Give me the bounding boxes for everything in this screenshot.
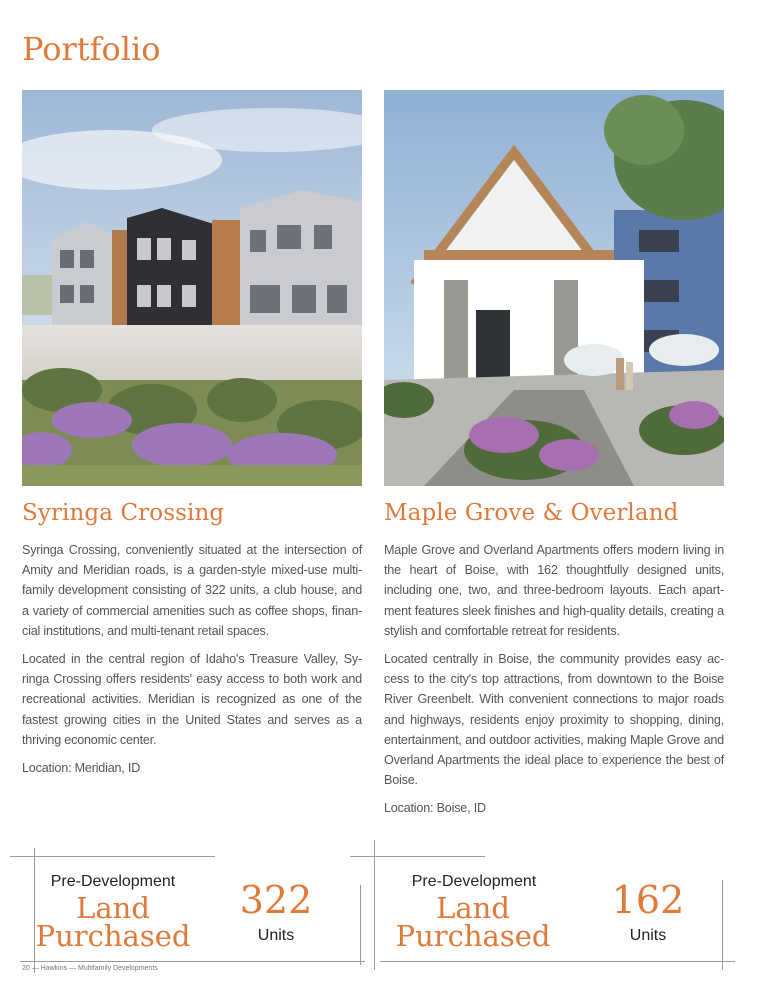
project-location: Location: Meridian, ID — [22, 761, 141, 776]
headline-line1: Land — [76, 891, 150, 925]
maple-grove-overland-section — [384, 500, 724, 827]
rule-line — [350, 856, 485, 857]
rule-line — [10, 856, 215, 857]
project-title: Maple Grove & Overland — [384, 500, 679, 526]
syringa-crossing-section — [22, 500, 362, 786]
status-label: Pre-Development — [411, 873, 537, 890]
units-label: Units — [257, 927, 295, 944]
rule-line — [20, 961, 365, 962]
page-footer: 20 — Hawkins — Multifamily Developments — [22, 965, 158, 972]
units-count: 322 — [239, 878, 313, 922]
syringa-crossing-rendering — [22, 90, 362, 486]
project-location: Location: Boise, ID — [384, 801, 486, 816]
headline-line2: Purchased — [395, 919, 551, 953]
status-label: Pre-Development — [50, 873, 176, 890]
rule-line — [360, 885, 361, 965]
rule-line — [380, 961, 735, 962]
rule-line — [374, 840, 375, 970]
units-count: 162 — [611, 878, 685, 922]
project-description: Syringa Crossing, conveniently situated at the intersection of Amity and Meridian roads, is a garden-style mixed-use multi-family development consisting of 322 units, a club house, and a variety of commercial amenities such as coffee shops, finan-cial institutions, and multi-tenant retail spaces. — [22, 543, 362, 638]
rule-line — [722, 880, 723, 970]
maple-grove-overland-rendering — [384, 90, 724, 486]
page-title: Portfolio — [22, 30, 161, 68]
project-description: Located centrally in Boise, the community provides easy ac-cess to the city's top attractions, from downtown to the Boise River Greenbelt. With convenient connections to major roads and highways, residents enjoy proximity to shopping, dining, entertainment, and outdoor activities, making Maple Grove and Overland Apartments the ideal place to experience the best of Boise. — [384, 652, 724, 788]
project-description: Maple Grove and Overland Apartments offers modern living in the heart of Boise, with 162 thoughtfully designed units, including one, two, and three-bedroom layouts. Each apart-ment features sleek finishes and high-quality details, creating a stylish and comfortable retreat for residents. — [384, 543, 724, 638]
headline-line2: Purchased — [35, 919, 191, 953]
project-title: Syringa Crossing — [22, 500, 225, 526]
units-label: Units — [629, 927, 667, 944]
headline-line1: Land — [436, 891, 510, 925]
project-description: Located in the central region of Idaho's Treasure Valley, Sy-ringa Crossing offers residents' easy access to both work and recreational activities. Meridian is recognized as one of the fastest growing cities in the United States and serves as a thriving economic center. — [22, 652, 362, 747]
